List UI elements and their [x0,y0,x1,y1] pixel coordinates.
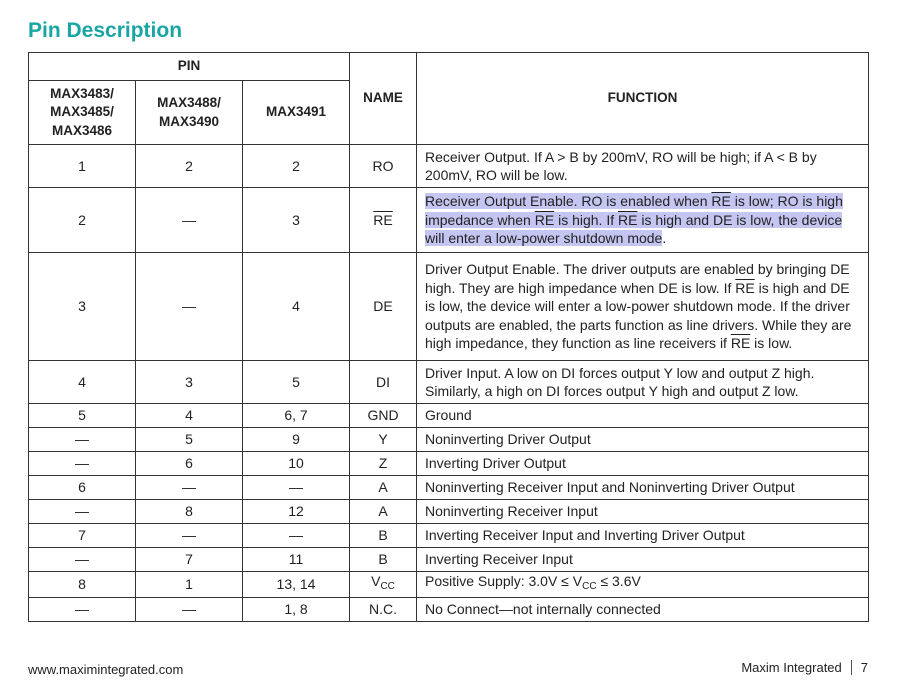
table-row [29,253,869,361]
footer-company: Maxim Integrated [741,660,842,675]
function-text-subscript: CC [582,581,597,592]
table-row [29,452,869,476]
pin-max3491: 6, 7 [243,404,350,428]
pin-max3483: — [29,500,136,524]
pin-max3491: 5 [243,361,350,404]
pin-max3483: — [29,548,136,572]
pin-name-overline: $\overline{RE}$ [373,211,393,228]
pin-max3483: 1 [29,145,136,188]
pin-name: GND [350,404,417,428]
function-text-part: . [662,230,667,247]
pin-function [417,188,869,253]
pin-name-main: V [371,573,381,589]
table-row [29,548,869,572]
pin-description-table [28,52,869,622]
pin-max3491: 10 [243,452,350,476]
pin-max3491: — [243,524,350,548]
function-text-part: Receiver Output Enable. RO is enabled when [425,193,712,210]
function-text-overline: $\overline{RE}$ [711,193,731,210]
function-text-part: is low; RO is high impedance when [425,193,843,228]
function-text-part: is high. If [554,211,619,228]
function-text-part: ≤ 3.6V [596,573,641,589]
pin-max3483: — [29,452,136,476]
pin-max3483: 3 [29,253,136,361]
pin-name: Y [350,428,417,452]
page-title: Pin Description [28,19,183,42]
footer-divider [851,660,852,675]
pin-max3488: — [136,476,243,500]
pin-max3491: 13, 14 [243,572,350,598]
pin-max3488: 1 [136,572,243,598]
pin-name: A [350,476,417,500]
pin-max3488: — [136,188,243,253]
footer-page-number: 7 [860,660,868,675]
header-max3491: MAX3491 [243,81,350,145]
pin-function: Inverting Driver Output [417,452,869,476]
function-text-part: is low. [750,335,793,352]
pin-function: Ground [417,404,869,428]
pin-max3488: 8 [136,500,243,524]
table-row [29,597,869,621]
pin-function: Noninverting Driver Output [417,428,869,452]
header-max3488: MAX3488/ MAX3490 [136,81,243,145]
pin-max3483: 8 [29,572,136,598]
pin-max3488: 4 [136,404,243,428]
table-row [29,428,869,452]
pin-name: RO [350,145,417,188]
pin-max3483: 7 [29,524,136,548]
pin-function [417,572,869,598]
header-max3483: MAX3483/ MAX3485/ MAX3486 [29,81,136,145]
footer-page-info [741,660,868,675]
pin-max3488: 2 [136,145,243,188]
pin-max3483: 4 [29,361,136,404]
pin-max3488: 6 [136,452,243,476]
pin-name: A [350,500,417,524]
pin-max3488: — [136,253,243,361]
pin-max3491: 12 [243,500,350,524]
pin-max3491: 4 [243,253,350,361]
pin-name: B [350,548,417,572]
function-text-overline: $\overline{RE}$ [534,211,555,228]
function-text-overline: $\overline{RE}$ [735,279,755,296]
table-row [29,572,869,598]
pin-name: DI [350,361,417,404]
selected-text[interactable] [425,193,843,246]
footer-website-link[interactable]: www.maximintegrated.com [28,662,184,677]
pin-max3483: 5 [29,404,136,428]
pin-function [417,253,869,361]
table-row [29,361,869,404]
pin-max3491: — [243,476,350,500]
table-row [29,188,869,253]
table-row [29,145,869,188]
table-row [29,476,869,500]
pin-function: Noninverting Receiver Input [417,500,869,524]
pin-function: Inverting Receiver Input and Inverting Driver Output [417,524,869,548]
function-text-part: is high and DE is low, the device will enter a low-power shutdown mode [425,211,843,247]
pin-max3483: 6 [29,476,136,500]
pin-max3491: 11 [243,548,350,572]
pin-max3483: 2 [29,188,136,253]
table-row [29,524,869,548]
pin-max3488: — [136,597,243,621]
pin-function: Inverting Receiver Input [417,548,869,572]
pin-function: Noninverting Receiver Input and Noninverting Driver Output [417,476,869,500]
pin-function: Receiver Output. If A > B by 200mV, RO will be high; if A < B by 200mV, RO will be low. [417,145,869,188]
header-pin: PIN [29,53,350,81]
pin-max3488: 5 [136,428,243,452]
pin-name: N.C. [350,597,417,621]
pin-name: B [350,524,417,548]
pin-name-subscript: CC [380,581,395,592]
pin-max3491: 3 [243,188,350,253]
function-text-part: is high and DE is low, the device will enter a low-power shutdown mode. If the driver outputs are enabled, the parts function as line drivers. While they are high impedance, they function as line receivers if [425,279,852,352]
function-text-overline: $\overline{RE}$ [730,335,751,352]
pin-max3491: 1, 8 [243,597,350,621]
header-name: NAME [350,53,417,145]
function-text-part: Positive Supply: 3.0V ≤ V [425,573,583,589]
header-function: FUNCTION [417,53,869,145]
pin-max3483: — [29,428,136,452]
pin-max3491: 9 [243,428,350,452]
pin-name: DE [350,253,417,361]
table-row [29,404,869,428]
pin-function: Driver Input. A low on DI forces output Y low and output Z high. Similarly, a high on DI forces output Y high and output Z low. [417,361,869,404]
pin-max3488: 7 [136,548,243,572]
pin-max3488: 3 [136,361,243,404]
pin-max3491: 2 [243,145,350,188]
pin-name [350,188,417,253]
table-row [29,500,869,524]
pin-max3483: — [29,597,136,621]
pin-name [350,572,417,598]
pin-function: No Connect—not internally connected [417,597,869,621]
function-text-overline: $\overline{RE}$ [618,211,638,228]
pin-max3488: — [136,524,243,548]
pin-name: Z [350,452,417,476]
function-text-part: Driver Output Enable. The driver outputs are enabled by bringing DE high. They are high impedance when DE is low. If [425,261,850,296]
